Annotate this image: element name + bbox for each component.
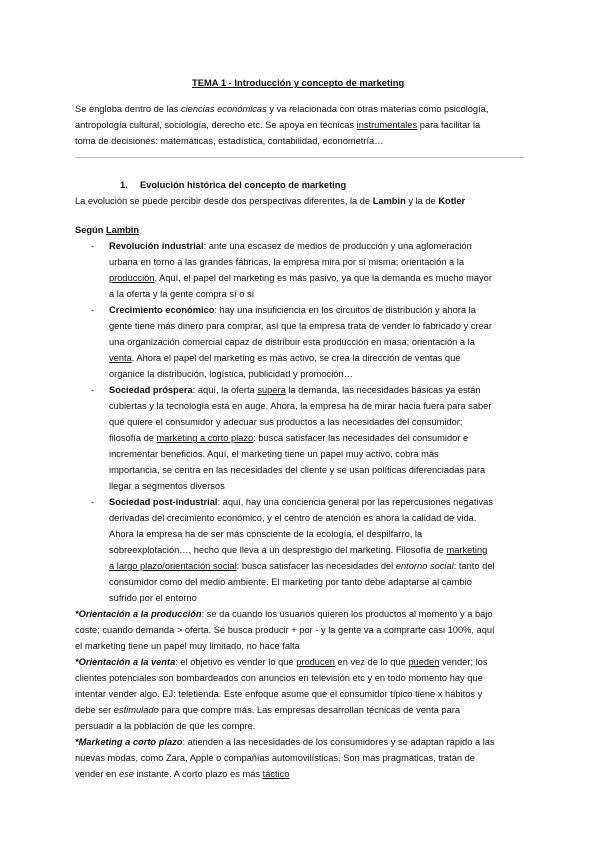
mkt-corto-line-1: *Marketing a corto plazo: atienden a las necesidades de los consumidores y se adaptan rápido a las bbox=[75, 737, 495, 747]
orient-produccion-line-3: el marketing tiene un papel muy limitado, no hace falta bbox=[75, 641, 300, 651]
item-postindustrial-line-2: derivadas del crecimiento económico, y el centro de atención es ahora la calidad de vida. bbox=[109, 513, 477, 523]
item-postindustrial-line-1: Sociedad post-industrial: aquí, hay una conciencia general por las repercusiones negativas bbox=[109, 497, 493, 507]
intro-line-1: Se engloba dentro de las ciencias económicas y va relacionada con otras materias como psicología, bbox=[75, 104, 489, 114]
bullet-dash: - bbox=[91, 305, 95, 315]
item-prospera-line-7: llegar a segmentos diversos bbox=[109, 481, 225, 491]
item-crecimiento-line-4: venta. Ahora el papel del marketing es más activo, se crea la dirección de ventas que bbox=[109, 353, 461, 363]
item-postindustrial-line-7: sufrido por el entorno bbox=[109, 593, 197, 603]
intro-line-3: toma de decisiones: matemáticas, estadística, contabilidad, econometría… bbox=[75, 136, 384, 146]
mkt-corto-line-2: nuevas modas, como Zara, Apple o compañías automovilísticas. Son más pragmáticas, tratan de bbox=[75, 753, 475, 763]
page-title: TEMA 1 - Introducción y concepto de marketing bbox=[192, 77, 405, 88]
section-intro: La evolución se puede percibir desde dos perspectivas diferentes, la de Lambin y la de Kotler bbox=[75, 196, 466, 206]
item-prospera-line-4: filosofía de marketing a corto plazo: busca satisfacer las necesidades del consumidor e bbox=[109, 433, 469, 443]
item-revolucion-line-4: a la oferta y la gente compra sí o sí bbox=[109, 289, 255, 299]
item-prospera-line-2: cubiertas y la tecnología está en auge. Ahora, la empresa ha de mirar hacia fuera para saber bbox=[109, 401, 492, 411]
bullet-dash: - bbox=[91, 385, 95, 395]
mkt-corto-line-3: vender en ese instante. A corto plazo es más táctico bbox=[75, 769, 290, 779]
orient-produccion-line-2: coste; cuando demanda > oferta. Se busca producir + por - y la gente va a comprarte casi 100%, aquí bbox=[75, 625, 495, 635]
orient-venta-line-5: persuadir a la población de que les compre. bbox=[75, 721, 256, 731]
item-postindustrial-line-5: a largo plazo/orientación social: busca satisfacer las necesidades del entorno social: tanto del bbox=[109, 561, 495, 571]
item-prospera-line-3: qué quiere el consumidor y adecuar sus productos a las necesidades del consumidor; bbox=[109, 417, 463, 427]
item-revolucion-line-3: producción. Aquí, el papel del marketing es más pasivo, ya que la demanda es mucho mayor bbox=[109, 273, 492, 283]
item-crecimiento-line-1: Crecimiento económico: hay una insuficiencia en los circuitos de distribución y ahora la bbox=[109, 305, 476, 315]
item-crecimiento-line-5: organice la distribución, logística, publicidad y promoción… bbox=[109, 369, 353, 379]
item-prospera-line-5: incrementar beneficios. Aquí, el marketing tiene un papel muy activo, cobra más bbox=[109, 449, 439, 459]
section-heading: 1. Evolución histórica del concepto de marketing bbox=[120, 180, 347, 190]
orient-produccion-line-1: *Orientación a la producción: se da cuando los usuarios quieren los productos al momento y a bajo bbox=[75, 609, 493, 619]
item-prospera-line-6: importancia, se centra en las necesidades del cliente y se usan políticas diferenciadas para bbox=[109, 465, 486, 475]
orient-venta-line-3: intentar vender algo. EJ: teletienda. Este enfoque asume que el consumidor típico tiene x hábitos y bbox=[75, 689, 483, 699]
item-postindustrial-line-4: sobreexplotación…, hecho que lleva a un desprestigio del marketing. Filosofía de marketing bbox=[109, 545, 488, 555]
item-revolucion-line-2: urbana en torno a las grandes fábricas, la empresa mira por sí misma; orientación a la bbox=[109, 257, 465, 267]
item-postindustrial-line-6: consumidor como del medio ambiente. El marketing por tanto debe adaptarse al cambio bbox=[109, 577, 472, 587]
item-prospera-line-1: Sociedad próspera: aquí, la oferta supera la demanda, las necesidades básicas ya están bbox=[109, 385, 481, 395]
orient-venta-line-2: clientes potenciales son bombardeados con anuncios en televisión etc y en todo momento hay que bbox=[75, 673, 483, 683]
bullet-dash: - bbox=[91, 497, 95, 507]
subheading-segun-lambin: Según Lambin bbox=[75, 225, 140, 235]
item-crecimiento-line-3: una organización comercial capaz de distribuir esta producción en masa; orientación a la bbox=[109, 337, 475, 347]
orient-venta-line-1: *Orientación a la venta: el objetivo es vender lo que producen en vez de lo que pueden vender; los bbox=[75, 657, 488, 667]
bullet-dash: - bbox=[91, 241, 95, 251]
item-postindustrial-line-3: Ahora la empresa ha de ser más consciente de la ecología, el despilfarro, la bbox=[109, 529, 423, 539]
item-revolucion-line-1: Revolución industrial: ante una escasez de medios de producción y una aglomeración bbox=[109, 241, 472, 251]
intro-line-2: antropología cultural, sociología, derecho etc. Se apoya en técnicas instrumentales para facilitar la bbox=[75, 120, 481, 130]
horizontal-divider bbox=[75, 157, 524, 158]
item-crecimiento-line-2: gente tiene más dinero para comprar, así que la empresa trata de vender lo fabricado y crear bbox=[109, 321, 492, 331]
orient-venta-line-4: debe ser estimulado para que compre más. Las empresas desarrollan técnicas de venta para bbox=[75, 705, 461, 715]
